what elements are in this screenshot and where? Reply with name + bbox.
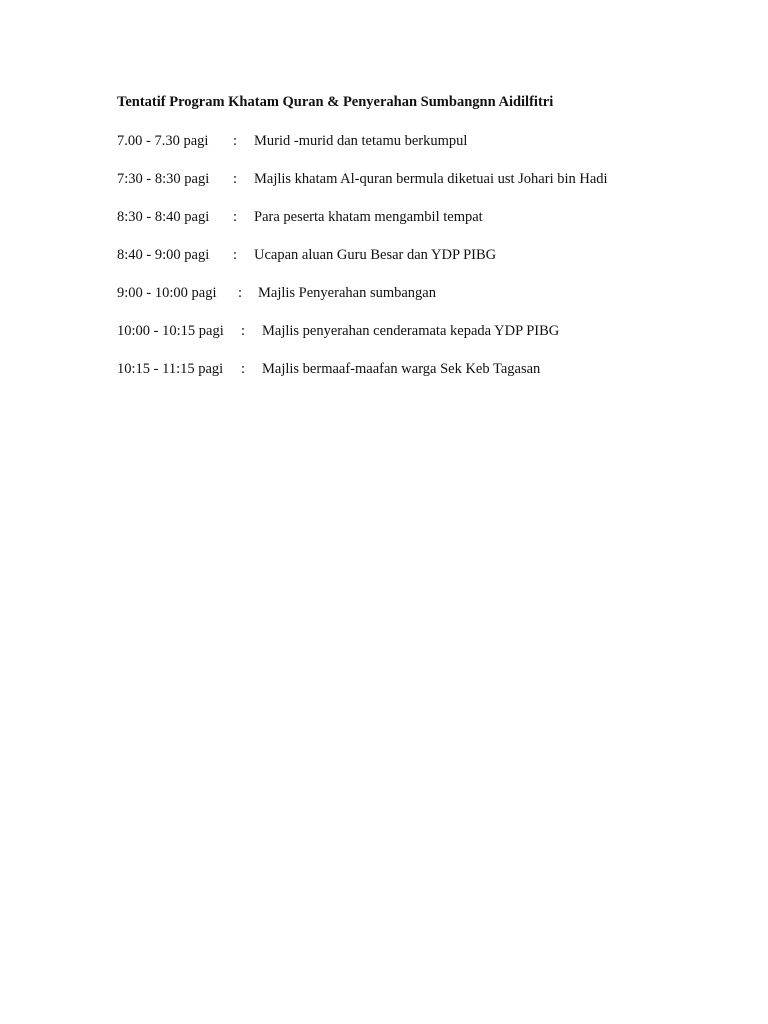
schedule-separator: : xyxy=(233,171,238,187)
schedule-row xyxy=(117,285,737,323)
schedule-separator: : xyxy=(233,133,238,149)
schedule-list xyxy=(117,133,737,399)
schedule-row xyxy=(117,361,737,399)
schedule-row xyxy=(117,133,737,171)
schedule-activity: Murid -murid dan tetamu berkumpul xyxy=(254,133,468,149)
schedule-activity: Majlis bermaaf-maafan warga Sek Keb Tagasan xyxy=(262,361,541,377)
document-title: Tentatif Program Khatam Quran & Penyerahan Sumbangnn Aidilfitri xyxy=(117,94,554,110)
schedule-time: 10:00 - 10:15 pagi xyxy=(117,323,224,339)
schedule-separator: : xyxy=(241,323,246,339)
schedule-separator: : xyxy=(233,209,238,225)
schedule-time: 8:40 - 9:00 pagi xyxy=(117,247,210,263)
schedule-row xyxy=(117,171,737,209)
schedule-time: 9:00 - 10:00 pagi xyxy=(117,285,217,301)
schedule-time: 10:15 - 11:15 pagi xyxy=(117,361,224,377)
schedule-separator: : xyxy=(238,285,243,301)
schedule-row xyxy=(117,323,737,361)
schedule-activity: Ucapan aluan Guru Besar dan YDP PIBG xyxy=(254,247,497,263)
schedule-row xyxy=(117,209,737,247)
schedule-separator: : xyxy=(241,361,246,377)
schedule-time: 8:30 - 8:40 pagi xyxy=(117,209,210,225)
schedule-activity: Para peserta khatam mengambil tempat xyxy=(254,209,483,225)
schedule-time: 7:30 - 8:30 pagi xyxy=(117,171,210,187)
schedule-time: 7.00 - 7.30 pagi xyxy=(117,133,209,149)
schedule-separator: : xyxy=(233,247,238,263)
schedule-activity: Majlis khatam Al-quran bermula diketuai ust Johari bin Hadi xyxy=(254,171,608,187)
schedule-activity: Majlis penyerahan cenderamata kepada YDP PIBG xyxy=(262,323,560,339)
schedule-activity: Majlis Penyerahan sumbangan xyxy=(258,285,436,301)
schedule-row xyxy=(117,247,737,285)
